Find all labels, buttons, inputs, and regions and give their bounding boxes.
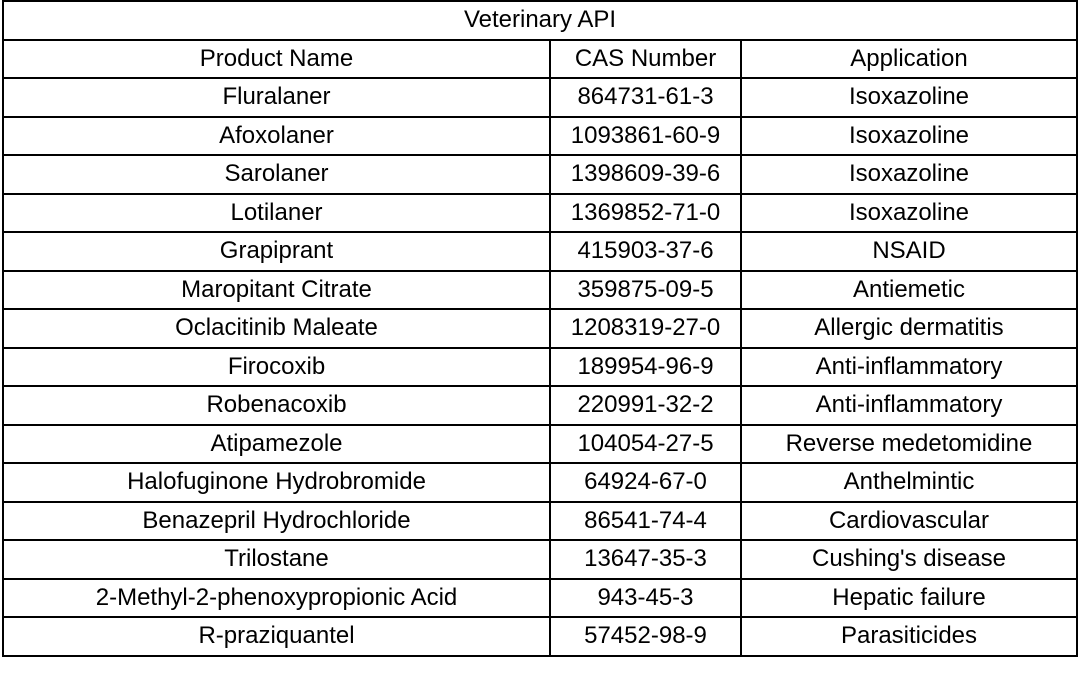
application-cell: Cardiovascular — [741, 502, 1077, 541]
column-header-cas-number: CAS Number — [550, 40, 741, 79]
table-row — [3, 463, 1077, 502]
cas-number-cell: 1369852-71-0 — [550, 194, 741, 233]
product-name-cell: 2-Methyl-2-phenoxypropionic Acid — [3, 579, 550, 618]
table-header-row — [3, 40, 1077, 79]
table-row — [3, 117, 1077, 156]
application-cell: Anti-inflammatory — [741, 348, 1077, 387]
table-row — [3, 540, 1077, 579]
table-title: Veterinary API — [3, 1, 1077, 40]
application-cell: Isoxazoline — [741, 194, 1077, 233]
table-row — [3, 579, 1077, 618]
cas-number-cell: 415903-37-6 — [550, 232, 741, 271]
cas-number-cell: 1208319-27-0 — [550, 309, 741, 348]
application-cell: Cushing's disease — [741, 540, 1077, 579]
product-name-cell: Afoxolaner — [3, 117, 550, 156]
application-cell: Anti-inflammatory — [741, 386, 1077, 425]
table-row — [3, 271, 1077, 310]
table-row — [3, 155, 1077, 194]
cas-number-cell: 13647-35-3 — [550, 540, 741, 579]
product-name-cell: Trilostane — [3, 540, 550, 579]
application-cell: Isoxazoline — [741, 78, 1077, 117]
product-name-cell: Sarolaner — [3, 155, 550, 194]
application-cell: Isoxazoline — [741, 117, 1077, 156]
table-row — [3, 502, 1077, 541]
application-cell: Isoxazoline — [741, 155, 1077, 194]
cas-number-cell: 64924-67-0 — [550, 463, 741, 502]
table-row — [3, 232, 1077, 271]
product-name-cell: R-praziquantel — [3, 617, 550, 656]
table-row — [3, 617, 1077, 656]
product-name-cell: Oclacitinib Maleate — [3, 309, 550, 348]
veterinary-api-table — [2, 0, 1078, 657]
product-name-cell: Atipamezole — [3, 425, 550, 464]
cas-number-cell: 86541-74-4 — [550, 502, 741, 541]
table-title-row — [3, 1, 1077, 40]
application-cell: Anthelmintic — [741, 463, 1077, 502]
product-name-cell: Lotilaner — [3, 194, 550, 233]
column-header-application: Application — [741, 40, 1077, 79]
application-cell: Hepatic failure — [741, 579, 1077, 618]
cas-number-cell: 359875-09-5 — [550, 271, 741, 310]
product-name-cell: Benazepril Hydrochloride — [3, 502, 550, 541]
cas-number-cell: 189954-96-9 — [550, 348, 741, 387]
cas-number-cell: 220991-32-2 — [550, 386, 741, 425]
cas-number-cell: 864731-61-3 — [550, 78, 741, 117]
cas-number-cell: 1093861-60-9 — [550, 117, 741, 156]
table-row — [3, 309, 1077, 348]
product-name-cell: Robenacoxib — [3, 386, 550, 425]
cas-number-cell: 1398609-39-6 — [550, 155, 741, 194]
table-row — [3, 348, 1077, 387]
cas-number-cell: 104054-27-5 — [550, 425, 741, 464]
product-name-cell: Firocoxib — [3, 348, 550, 387]
product-name-cell: Grapiprant — [3, 232, 550, 271]
cas-number-cell: 57452-98-9 — [550, 617, 741, 656]
product-name-cell: Maropitant Citrate — [3, 271, 550, 310]
table-row — [3, 425, 1077, 464]
application-cell: Allergic dermatitis — [741, 309, 1077, 348]
table-row — [3, 78, 1077, 117]
product-name-cell: Fluralaner — [3, 78, 550, 117]
application-cell: Antiemetic — [741, 271, 1077, 310]
column-header-product-name: Product Name — [3, 40, 550, 79]
cas-number-cell: 943-45-3 — [550, 579, 741, 618]
table-row — [3, 386, 1077, 425]
application-cell: Parasiticides — [741, 617, 1077, 656]
product-name-cell: Halofuginone Hydrobromide — [3, 463, 550, 502]
application-cell: NSAID — [741, 232, 1077, 271]
table-row — [3, 194, 1077, 233]
application-cell: Reverse medetomidine — [741, 425, 1077, 464]
